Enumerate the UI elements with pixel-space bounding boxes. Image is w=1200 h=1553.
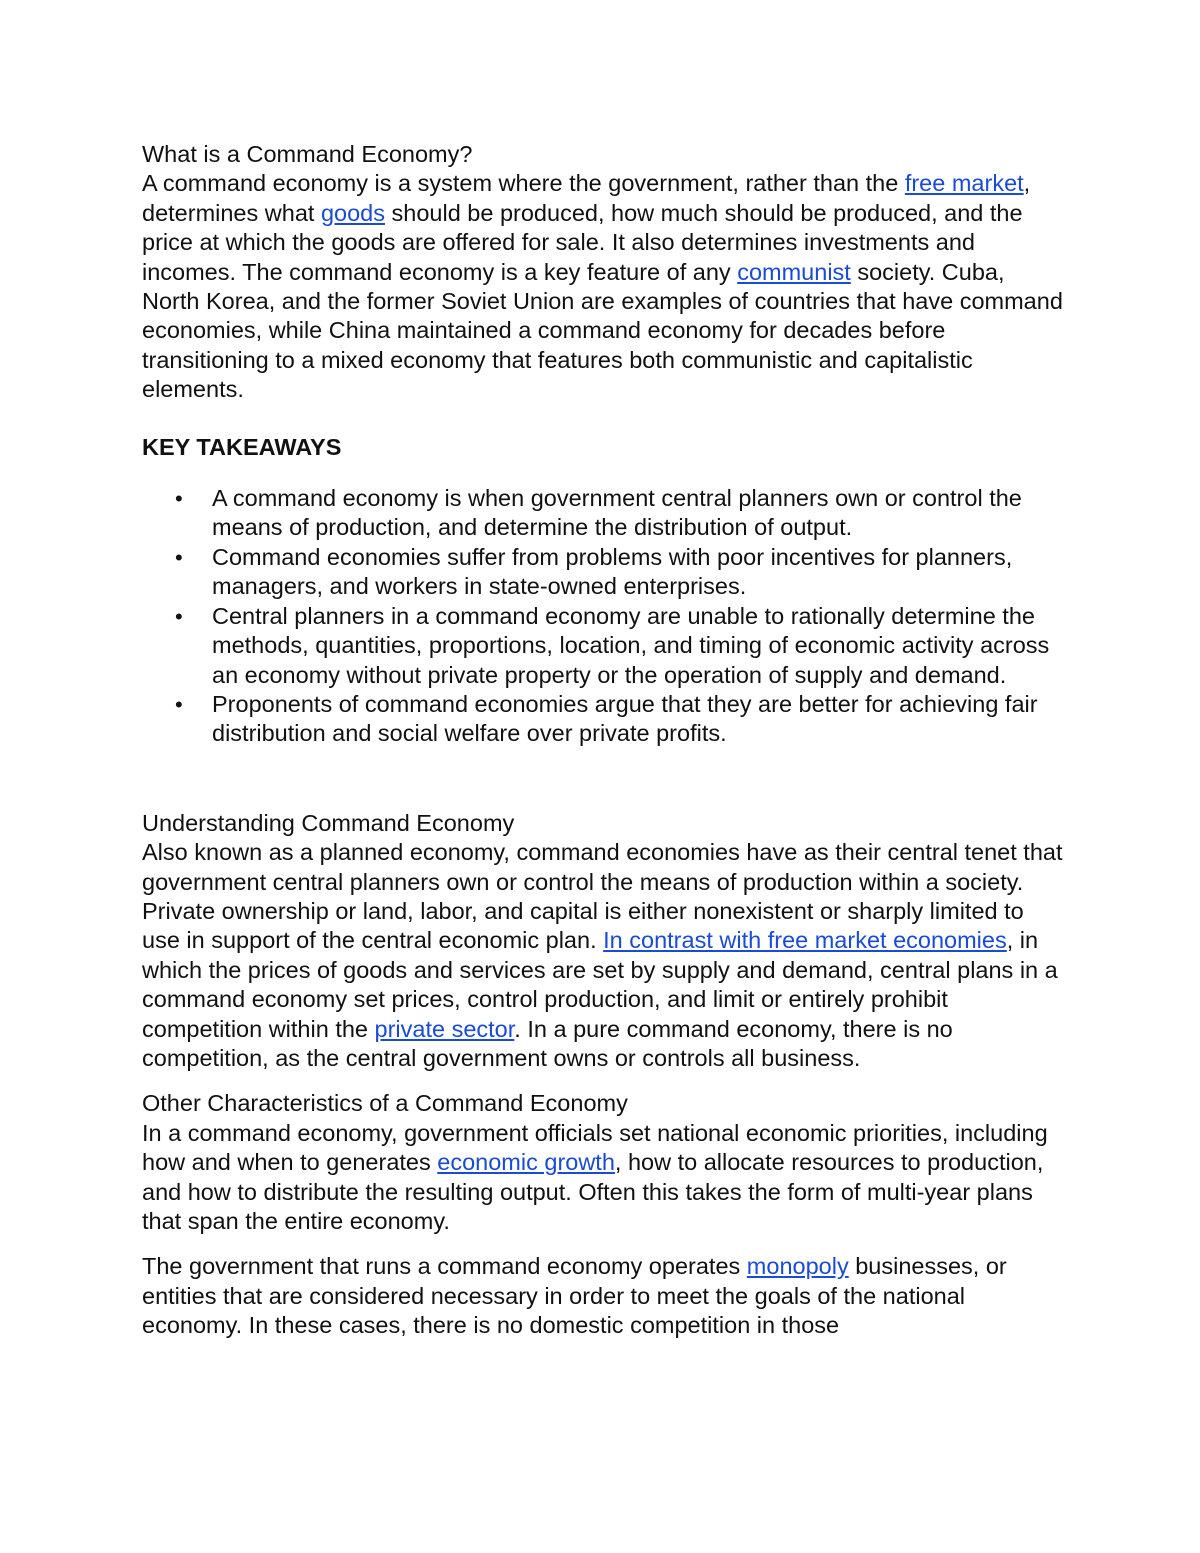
list-item bbox=[175, 543, 1067, 602]
paragraph-text: . In a pure command economy, there is no competition, as the central government owns or controls all business. bbox=[142, 1015, 953, 1071]
paragraph-text: In a command economy, government officials set national economic priorities, including how and when to generates bbox=[142, 1119, 1048, 1176]
section-heading-other-characteristics: Other Characteristics of a Command Economy bbox=[142, 1090, 628, 1117]
paragraph-text: Also known as a planned economy, command economies have as their central tenet that government central planners own or control the means of production within a society. Private ownership or land, labor, and capital is either nonexistent or sharply limited to use in support of the central economic plan. bbox=[142, 839, 1063, 954]
spacer bbox=[142, 1073, 1067, 1089]
paragraph-text: should be produced, how much should be produced, and the price at which the goods are offered for sale. It also determines investments and incomes. The command economy is a key feature of any bbox=[142, 199, 1023, 285]
paragraph-text: businesses, or entities that are considered necessary in order to meet the goals of the national economy. In these cases, there is no domestic competition in those bbox=[142, 1253, 1007, 1339]
paragraph-text: A command economy is a system where the government, rather than the bbox=[142, 170, 905, 197]
list-item bbox=[175, 602, 1067, 690]
list-item-text: Proponents of command economies argue that they are better for achieving fair distribution and social welfare over private profits. bbox=[212, 690, 1038, 747]
paragraph-understanding bbox=[142, 838, 1067, 1073]
paragraph-text: , determines what bbox=[142, 170, 1031, 226]
section-heading-what-is: What is a Command Economy? bbox=[142, 141, 473, 167]
list-item-text: A command economy is when government central planners own or control the means of production, and determine the distribution of output. bbox=[212, 485, 1022, 541]
spacer bbox=[142, 405, 1067, 433]
list-item-text: Command economies suffer from problems with poor incentives for planners, managers, and workers in state-owned enterprises. bbox=[212, 543, 1013, 600]
inline-link[interactable]: goods bbox=[320, 199, 385, 226]
inline-link[interactable]: economic growth bbox=[437, 1149, 615, 1176]
document-page bbox=[142, 140, 1067, 1341]
key-takeaways-list bbox=[142, 484, 1067, 749]
paragraph-priorities bbox=[142, 1119, 1067, 1237]
list-item bbox=[175, 484, 1067, 543]
paragraph-intro bbox=[142, 169, 1067, 404]
inline-link[interactable]: free market bbox=[904, 170, 1024, 197]
paragraph-monopoly bbox=[142, 1252, 1067, 1340]
bullet-icon: • bbox=[175, 544, 183, 570]
bullet-icon: • bbox=[175, 603, 183, 629]
paragraph-text: , how to allocate resources to production, and how to distribute the resulting output. Often this takes the form of multi-year plans that span the entire economy. bbox=[142, 1149, 1044, 1234]
paragraph-text: society. Cuba, North Korea, and the former Soviet Union are examples of countries that have command economies, while China maintained a command economy for decades before transitioning to a mixed economy that features both communistic and capitalistic elements. bbox=[142, 258, 1063, 403]
list-item bbox=[175, 690, 1067, 749]
list-item-text: Central planners in a command economy are unable to rationally determine the methods, quantities, proportions, location, and timing of economic activity across an economy without private property or the operation of supply and demand. bbox=[212, 602, 1050, 688]
paragraph-text: , in which the prices of goods and services are set by supply and demand, central plans in a command economy set prices, control production, and limit or entirely prohibit competition within the bbox=[142, 927, 1058, 1042]
paragraph-text: The government that runs a command economy operates bbox=[142, 1253, 747, 1280]
inline-link[interactable]: In contrast with free market economies bbox=[603, 927, 1007, 954]
bullet-icon: • bbox=[175, 691, 183, 717]
section-heading-understanding: Understanding Command Economy bbox=[142, 809, 515, 836]
spacer bbox=[142, 749, 1067, 809]
spacer bbox=[142, 1236, 1067, 1252]
bullet-icon: • bbox=[175, 486, 183, 512]
inline-link[interactable]: private sector bbox=[374, 1015, 515, 1042]
inline-link[interactable]: monopoly bbox=[746, 1253, 849, 1280]
key-takeaways-title: KEY TAKEAWAYS bbox=[142, 433, 342, 460]
inline-link[interactable]: communist bbox=[737, 258, 851, 285]
